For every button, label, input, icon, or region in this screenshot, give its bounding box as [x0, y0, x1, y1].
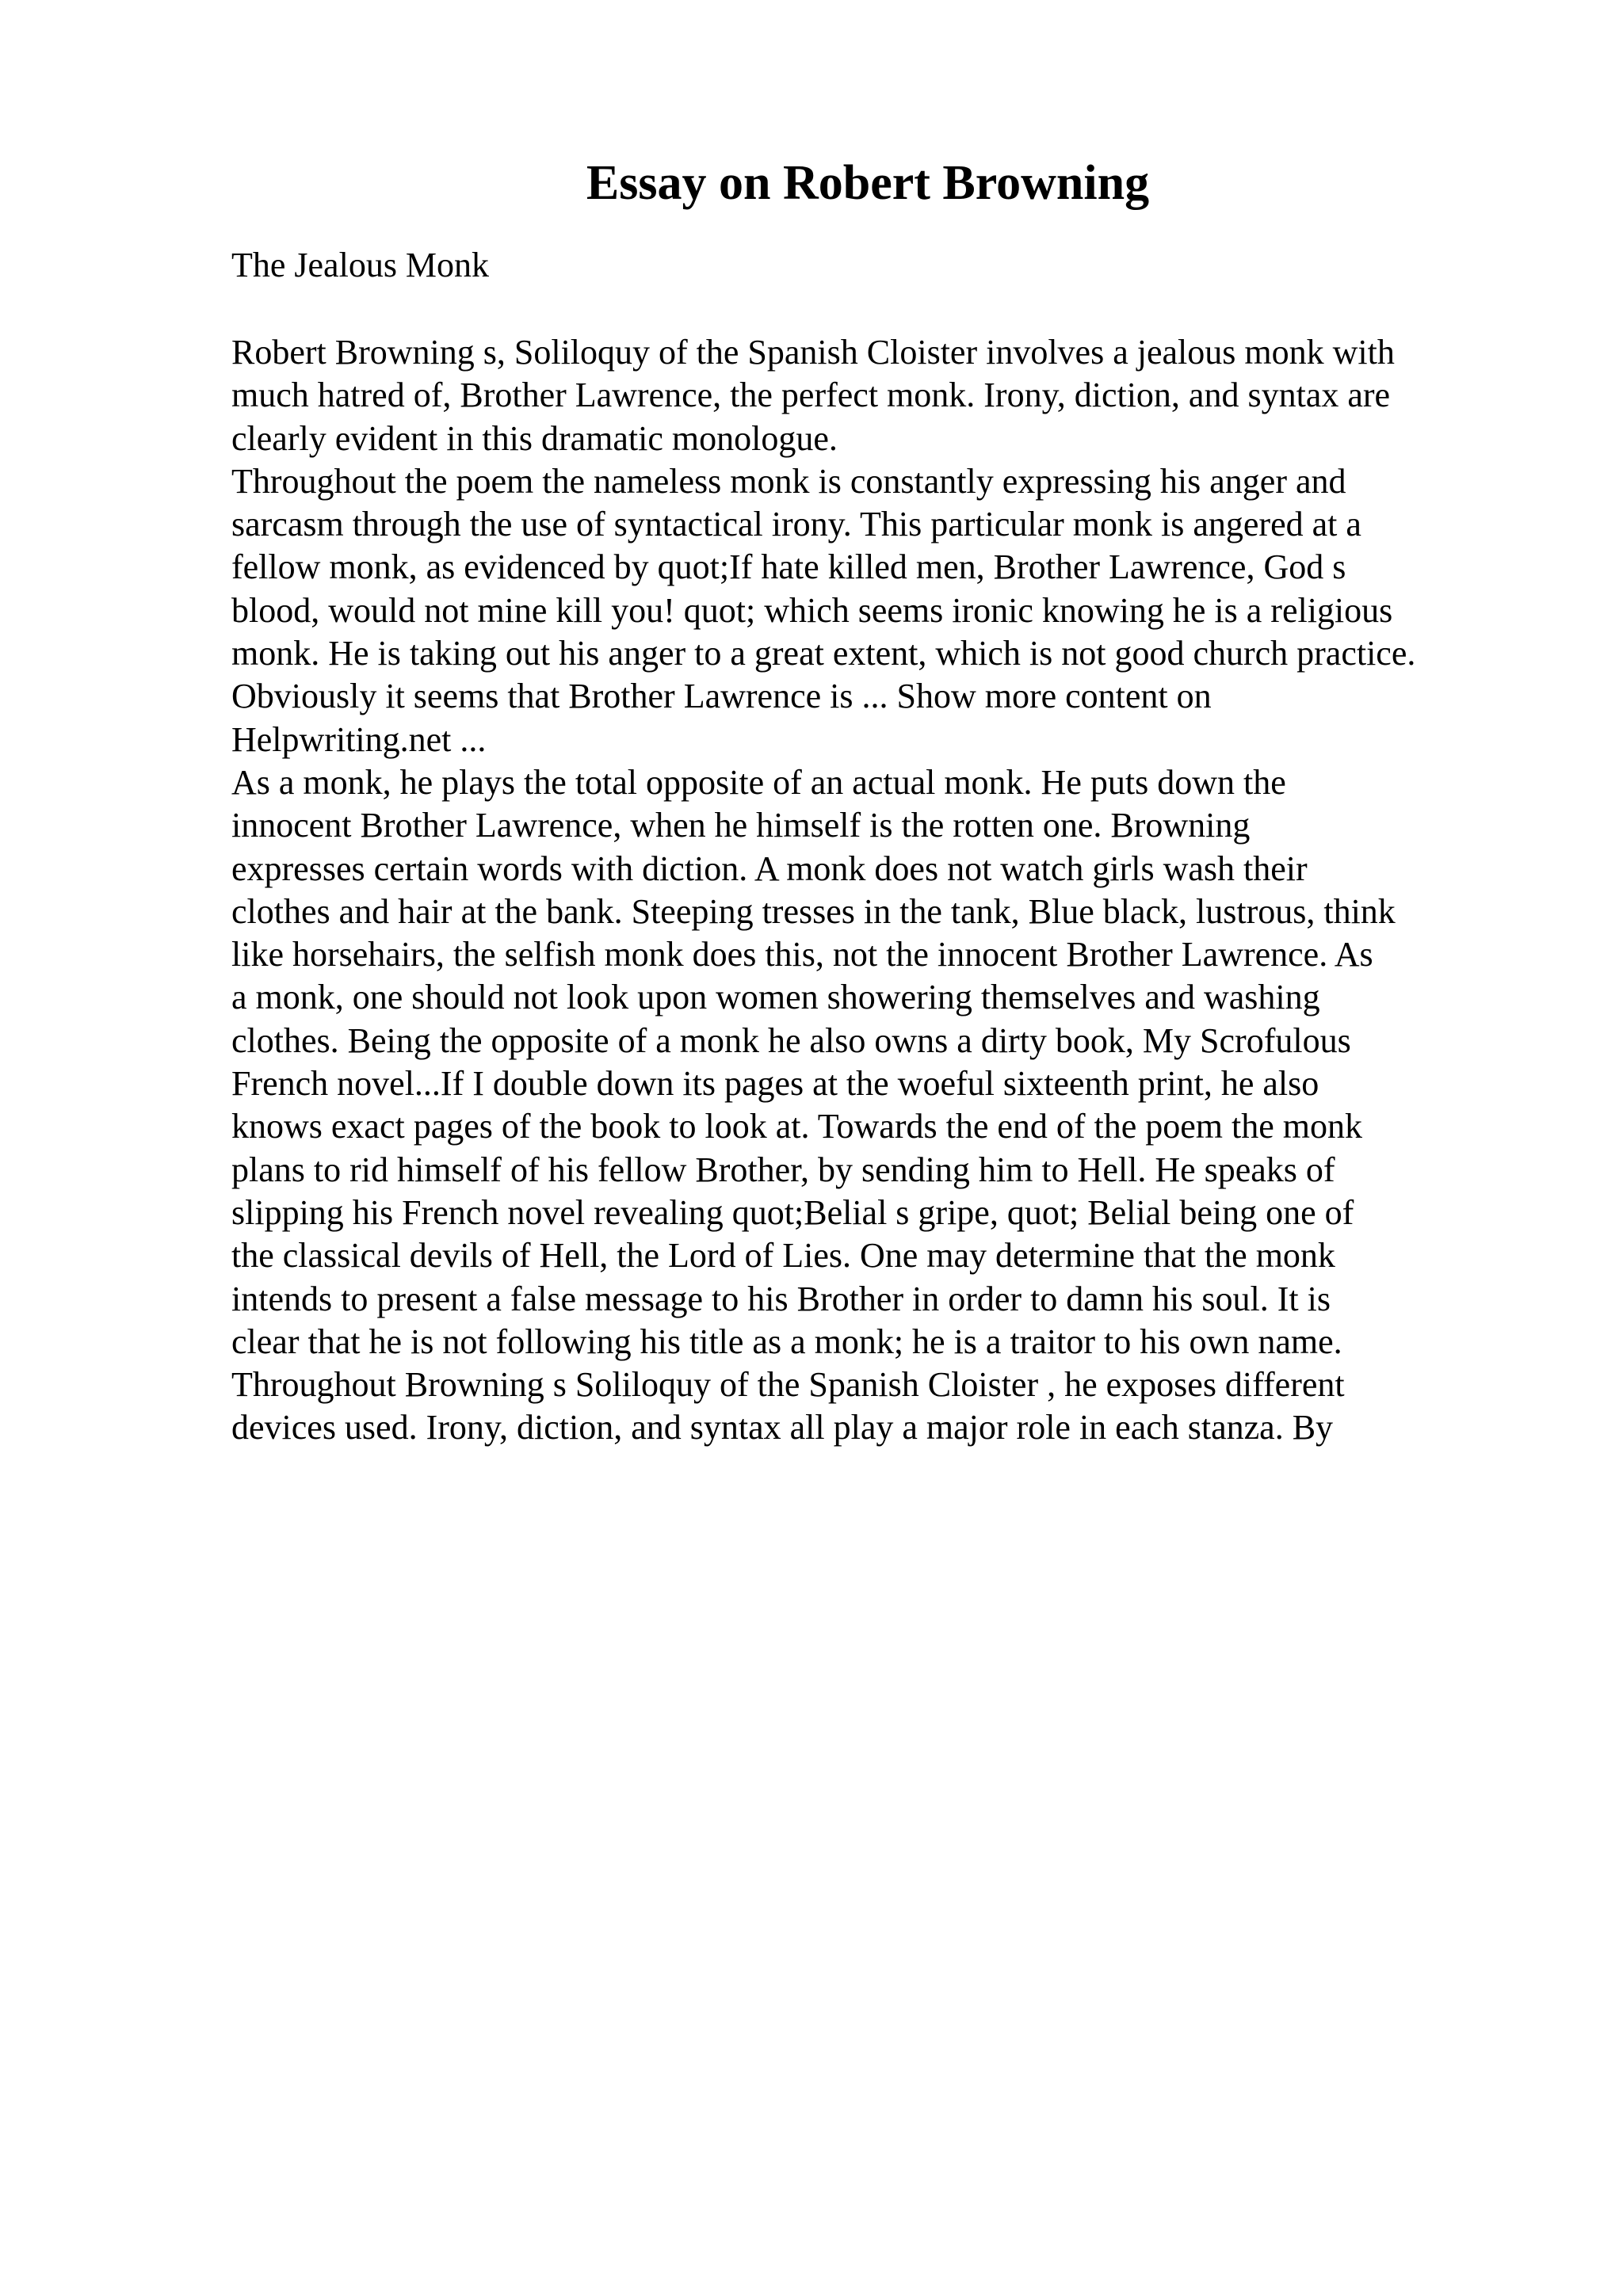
body-text-line: As a monk, he plays the total opposite of an actual monk. He puts down the	[231, 762, 1286, 802]
body-text-line: monk. He is taking out his anger to a great extent, which is not good church practice.	[231, 634, 1416, 673]
body-text-line: expresses certain words with diction. A monk does not watch girls wash their	[231, 849, 1308, 888]
body-text-line: slipping his French novel revealing quot;Belial s gripe, quot; Belial being one of	[231, 1192, 1354, 1232]
body-text-line: French novel...If I double down its pages at the woeful sixteenth print, he also	[231, 1064, 1319, 1104]
body-text-line: a monk, one should not look upon women showering themselves and washing	[231, 978, 1320, 1017]
body-text-line: clearly evident in this dramatic monologue.	[231, 418, 838, 458]
body-text-line: clothes and hair at the bank. Steeping tresses in the tank, Blue black, lustrous, think	[231, 891, 1396, 931]
body-text-line: the classical devils of Hell, the Lord of Lies. One may determine that the monk	[231, 1236, 1335, 1276]
body-text-line: devices used. Irony, diction, and syntax all play a major role in each stanza. By	[231, 1408, 1334, 1447]
body-text-line: Throughout the poem the nameless monk is constantly expressing his anger and	[231, 461, 1346, 501]
body-text-line: much hatred of, Brother Lawrence, the perfect monk. Irony, diction, and syntax are	[231, 376, 1391, 415]
body-text-line: sarcasm through the use of syntactical irony. This particular monk is angered at a	[231, 505, 1361, 544]
body-text-line: clothes. Being the opposite of a monk he also owns a dirty book, My Scrofulous	[231, 1020, 1351, 1060]
body-text-line: Robert Browning s, Soliloquy of the Spanish Cloister involves a jealous monk with	[231, 333, 1395, 372]
body-text-line: knows exact pages of the book to look at. Towards the end of the poem the monk	[231, 1107, 1363, 1146]
body-text-line: innocent Brother Lawrence, when he himself is the rotten one. Browning	[231, 806, 1251, 845]
document-title: Essay on Robert Browning	[586, 156, 1150, 210]
body-text-line: Throughout Browning s Soliloquy of the Spanish Cloister , he exposes different	[231, 1365, 1345, 1405]
document-subtitle: The Jealous Monk	[231, 246, 490, 284]
body-text-line: like horsehairs, the selfish monk does this, not the innocent Brother Lawrence. As	[231, 935, 1373, 974]
body-text-line: Obviously it seems that Brother Lawrence is ... Show more content on	[231, 677, 1212, 716]
body-text-line: fellow monk, as evidenced by quot;If hate killed men, Brother Lawrence, God s	[231, 547, 1346, 587]
body-text-line: intends to present a false message to his Brother in order to damn his soul. It is	[231, 1279, 1331, 1318]
body-text-line: Helpwriting.net ...	[231, 719, 487, 759]
document-body	[231, 331, 1594, 1450]
body-text-line: plans to rid himself of his fellow Brother, by sending him to Hell. He speaks of	[231, 1150, 1335, 1189]
body-text-line: clear that he is not following his title as a monk; he is a traitor to his own name.	[231, 1322, 1342, 1361]
body-text-line: blood, would not mine kill you! quot; which seems ironic knowing he is a religious	[231, 590, 1393, 630]
